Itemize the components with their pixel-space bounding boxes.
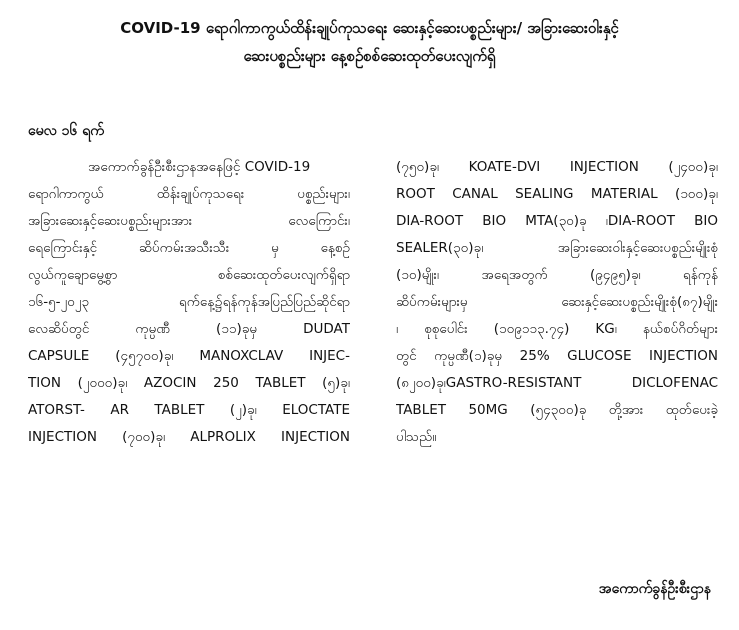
body-line: TION (၂၀၀၀)ခု၊ AZOCIN 250 TABLET (၅)ခု၊ [28,375,350,391]
article-date: မေလ ၁၆ ရက် [28,123,104,139]
body-line: ရောဂါကာကွယ် ထိန်းချုပ်ကုသရေး ပစ္စည်းများ၊ [28,186,350,202]
body-line: လွယ်ကူချောမွေ့စွာ စစ်ဆေးထုတ်ပေးလျက်ရှိရာ [28,267,350,283]
body-line: (၁၀)မျိုး၊ အရေအတွက် (၉၄၉၅)ခု၊ ရန်ကုန် [396,267,718,283]
body-line: ပါသည်။ [396,429,437,445]
body-column-right [396,154,718,451]
body-line: ဆိပ်ကမ်းများမှ ဆေးနှင့်ဆေးပစ္စည်းမျိုးစုံ(၈၇)မျိုး [396,294,718,310]
body-line: INJECTION (၇၀၀)ခု၊ ALPROLIX INJECTION [28,429,350,445]
body-line: (၈၂၀၀)ခု၊GASTRO-RESISTANT DICLOFENAC [396,375,718,391]
signature: အကောက်ခွန်ဦးစီးဌာန [598,581,711,597]
title-line-1: COVID-19 ရောဂါကာကွယ်ထိန်းချုပ်ကုသရေး ဆေးနှင့်ဆေးပစ္စည်းများ/ အခြားဆေးဝါးနှင့် [120,19,619,37]
title-line-2: ဆေးပစ္စည်းများ နေ့စဉ်စစ်ဆေးထုတ်ပေးလျက်ရှိ [243,47,496,65]
body-line: ရေကြောင်းနှင့် ဆိပ်ကမ်းအသီးသီး မှ နေ့စဉ် [28,240,350,256]
body-line: ROOT CANAL SEALING MATERIAL (၁၀၀)ခု၊ [396,186,718,202]
body-line: (၇၅၀)ခု၊ KOATE-DVI INJECTION (၂၄၀၀)ခု၊ [396,159,718,175]
body-line: ၁၆-၅-၂၀၂၃ ရက်နေ့၌ရန်ကုန်အပြည်ပြည်ဆိုင်ရာ [28,294,350,310]
body-line: CAPSULE (၄၅၇၀၀)ခု၊ MANOXCLAV INJEC- [28,348,350,364]
body-line: ၊ စုစုပေါင်း (၁၀၉၁၁၃.၇၄) KG၊ နယ်စပ်ဂိတ်များ [396,321,718,337]
body-line: အခြားဆေးနှင့်ဆေးပစ္စည်းများအား လေကြောင်း၊ [28,213,350,229]
body-column-left [28,154,350,451]
body-line: ATORST- AR TABLET (၂)ခု၊ ELOCTATE [28,402,350,418]
body-line: တွင် ကုမ္ပဏီ(၁)ခုမှ 25% GLUCOSE INJECTION [396,348,718,364]
body-line: SEALER(၃၀)ခု၊ အခြားဆေးဝါးနှင့်ဆေးပစ္စည်းမျိုးစုံ [396,240,718,256]
article-title [0,14,739,70]
body-line: TABLET 50MG (၅၄၃၀၀)ခု တို့အား ထုတ်ပေးခဲ့ [396,402,718,418]
body-line: အကောက်ခွန်ဦးစီးဌာနအနေဖြင့် COVID-19 [88,159,311,175]
body-line: DIA-ROOT BIO MTA(၃၀)ခု ၊DIA-ROOT BIO [396,213,718,229]
body-line: လေဆိပ်တွင် ကုမ္ပဏီ (၁၁)ခုမှ DUDAT [28,321,350,337]
